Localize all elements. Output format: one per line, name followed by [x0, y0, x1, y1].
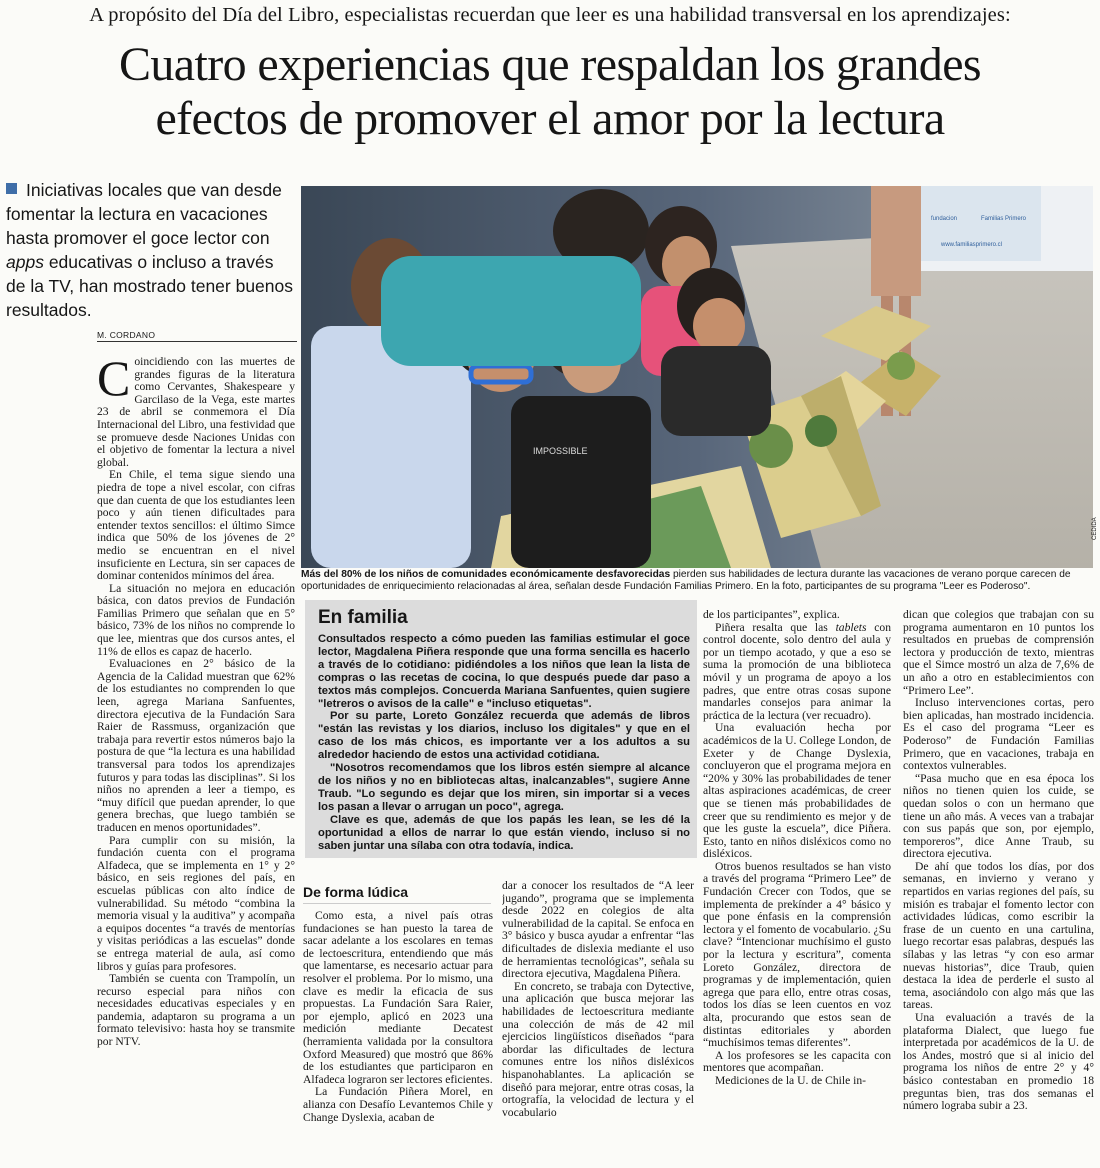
- col2-paragraph-1: Como esta, a nivel país otras fundaciones se han puesto la tarea de sacar adelante a los escolares en temas de lectoescritura, entendiendo que más que lamentarse, es necesario actuar para resolver el problema. Por lo mismo, una clave es medir la eficacia de sus propuestas. La Fundación Sara Raier, por ejemplo, aplicó en 2023 una medición mediante Decatest (herramienta validada por la consultora Oxford Measured) que mostró que 86% de los estudiantes que participaron en Alfadeca lograron ser lectores eficientes.: [303, 910, 493, 1086]
- caption-bold: Más del 80% de los niños de comunidades económicamente desfavorecidas: [301, 569, 671, 580]
- column-4: [703, 609, 891, 1166]
- column-2: [303, 910, 493, 1166]
- photo-banner-line-1: fundacion: [931, 216, 958, 222]
- sidebar-box-title: En familia: [318, 607, 408, 628]
- column-1: [97, 356, 295, 1166]
- col1-paragraph-3: La situación no mejora en educación básica, con datos previos de Fundación Familias Primero que señalan que en 5° básico, 73% de los niños no comprende lo que lee, mientras que dos cursos antes, el 11% de ellos es capaz de hacerlo.: [97, 581, 295, 658]
- col4-paragraph-5: Mediciones de la U. de Chile in-: [715, 1073, 867, 1087]
- photo-credit: CEDIDA: [1092, 517, 1098, 540]
- col4-tablets: tablets: [835, 620, 867, 634]
- photo-banner-line-3: www.familiasprimero.cl: [941, 242, 1003, 248]
- col1-paragraph-6: También se cuenta con Trampolín, un recurso especial para niños con necesidades educativas especiales y en pandemia, adaptaron su programa a un formato televisivo: hasta hoy se transmite por NTV.: [97, 972, 295, 1049]
- col3-paragraph-1: dar a conocer los resultados de “A leer jugando”, programa que se implementa desde 2022 en colegios de alta vulnerabilidad de la capital. Se enfoca en 3° básico y busca ayudar a enfrentar “las dificultades de dislexia mediante el uso de herramientas tecnológicas”, señala su directora ejecutiva, Magdalena Piñera.: [502, 880, 694, 981]
- col1-paragraph-1: oincidiendo con las muertes de grandes figuras de la literatura como Cervantes, Shakespeare y Garcilaso de la Vega, este martes 23 de abril se conmemora el Día Internacional del Libro, una festividad que se promueve desde Naciones Unidas con el objetivo de fomentar la lectura a nivel global.: [97, 356, 295, 469]
- headline: [0, 38, 1100, 146]
- lead-summary: [6, 178, 294, 322]
- photo-caption: [301, 569, 1095, 594]
- col4-paragraph-3: Otros buenos resultados se han visto a través del programa “Primero Lee” de Fundación Crecer con Todos, que se implementa de prekínder a 4° básico y que pone énfasis en la comprensión lectora y el fomento de vocabulario. ¿Su clave? “Intencionar muchísimo el gusto por la lectura y escritura”, comenta Loreto González, directora de programas y de implementación, quien agrega que para ello, entre otras cosas, todos los días se leen cuentos en voz alta, procurando que estos sean de distintas editoriales y aborden “muchísimos temas diferentes”.: [703, 859, 891, 1050]
- byline: M. CORDANO: [97, 330, 297, 342]
- headline-line-1: Cuatro experiencias que respaldan los grandes: [118, 38, 981, 91]
- col5-paragraph-3: “Pasa mucho que en esa época los niños no tienen quien los cuide, se quedan solos o con un hermano que tiene un año más. A veces van a trabajar con sus papás que son, por ejemplo, temporeros”, dice Anne Traub, su directora ejecutiva.: [903, 771, 1094, 861]
- lead-text-2: educativas o incluso a través de la TV, han mostrado tener buenos resultados.: [6, 252, 294, 320]
- subhead: De forma lúdica: [303, 884, 491, 904]
- box-paragraph-2: Por su parte, Loreto González recuerda que además de libros "están las revistas y los diarios, incluso los digitales" y que en el caso de los más chicos, es importante ver a los adultos a su alrededor haciendo de estos una actividad cotidiana.: [318, 710, 690, 762]
- article-photo: [301, 186, 1093, 568]
- col5-paragraph-5: Una evaluación a través de la plataforma Dialect, que luego fue interpretada por académicos de la U. de los Andes, mostró que si al inicio del programa los niños de entre 2° y 4° básico contestaban en promedio 18 preguntas bien, tras dos semanas el número lograba subir a 23.: [903, 1011, 1094, 1113]
- col4-paragraph-2: Una evaluación hecha por académicos de la U. College London, de Exeter y de Change Dyslexia, concluyeron que el programa mejora en “20% y 30% las probabilidades de tener altas aspiraciones académicas, de creer que se tienen más probabilidades de creer que su rendimiento es mejor y de que les guste la escuela”, dice Piñera. Esto, tanto en niños disléxicos como no disléxicos.: [703, 721, 891, 861]
- col2-paragraph-2: La Fundación Piñera Morel, en alianza con Desafío Levantemos Chile y Change Dyslexia, acaban de: [303, 1085, 493, 1124]
- drop-cap: C: [97, 356, 131, 406]
- col1-paragraph-2: En Chile, el tema sigue siendo una piedra de tope a nivel escolar, con cifras que dan cuenta de que los estudiantes leen poco y aún tienen dificultades para entender textos sencillos: el último Simce indica que 50% de los jóvenes de 2° medio se encuentran en el nivel insuficiente en Lectura, sin ser capaces de dominar contenidos mínimos del área.: [97, 468, 295, 583]
- col1-paragraph-5: Para cumplir con su misión, la fundación cuenta con el programa Alfadeca, que se implementa en 1° y 2° básico, en seis regiones del país, en escuelas públicas con alto índice de vulnerabilidad. Su método “combina la memoria visual y la auditiva” y acompaña a equipos docentes “a través de mentorías y visitas periódicas a las escuelas” donde se entrega material de aula, así como libros y guías para profesores.: [97, 833, 295, 973]
- box-paragraph-3: "Nosotros recomendamos que los libros estén siempre al alcance de los niños y no en bibliotecas altas, inalcanzables", sugiere Anne Traub. "Lo segundo es dejar que los miren, sin importar si a veces los pasan a llevar o arrugan un poco", agrega.: [318, 762, 690, 813]
- col4-paragraph-1b: con control docente, solo dentro del aula y por un tiempo acotado, y que a eso se suma la promoción de una biblioteca móvil y un programa de apoyo a los padres, que entre otras cosas supone mandarles consejos para animar la práctica de la lectura (ver recuadro).: [703, 620, 891, 722]
- col1-paragraph-4: Evaluaciones en 2° básico de la Agencia de la Calidad muestran que 62% de los estudiantes no comprenden lo que leen, agrega Mariana Sanfuentes, directora ejecutiva de la Fundación Sara Raier de Rassmuss, organización que trabaja para revertir estos números bajo la postura de que “la lectura es una habilidad transversal para todos los aprendizajes futuros y para todas las disciplinas”. Si los niños no aprenden a leer a tiempo, es “muy difícil que puedan aprender, lo que genera brechas, que luego también se traducen en menos oportunidades”.: [97, 657, 295, 834]
- column-3: [502, 880, 694, 1166]
- lead-apps: apps: [6, 252, 44, 272]
- col4-paragraph-1a: Piñera resalta que las: [715, 620, 836, 634]
- box-paragraph-4: Clave es que, además de que los papás les lean, se les dé la oportunidad a ellos de narrar lo que están viendo, incluso si no saben juntar una sílaba con otra todavía, indica.: [318, 813, 690, 852]
- headline-line-2: efectos de promover el amor por la lectura: [155, 92, 945, 145]
- sidebar-box-text: [318, 633, 690, 852]
- kicker: A propósito del Día del Libro, especialistas recuerdan que leer es una habilidad transversal en los aprendizajes:: [89, 4, 1011, 26]
- col5-paragraph-2: Incluso intervenciones cortas, pero bien aplicadas, han mostrado incidencia. Es el caso del programa “Leer es Poderoso” de Fundación Familias Primero, que en vacaciones, trabaja en contextos vulnerables.: [903, 696, 1094, 773]
- bullet-square-icon: [6, 183, 17, 194]
- col4-paragraph-1: [703, 622, 891, 723]
- photo-banner-line-2: Familias Primero: [981, 216, 1027, 222]
- lead-text-1: Iniciativas locales que van desde fomentar la lectura en vacaciones hasta promover el goce lector con: [6, 180, 282, 248]
- col5-paragraph-4: De ahí que todos los días, por dos semanas, en invierno y verano y repartidos en varias regiones del país, su misión es trabajar el fomento lector con actividades lúdicas, como escribir la frase de un cuento en una cartulina, luego recortar esas palabras, después las sílabas y las letras “y con eso armar nuevas historias”, dice Traub, quien destaca la idea de perderle el susto al tema, asociándolo con algo más que las tareas.: [903, 859, 1094, 1012]
- box-paragraph-1: Consultados respecto a cómo pueden las familias estimular el goce lector, Magdalena Piñera responde que una forma sencilla es hacerlo a través de lo cotidiano: pidiéndoles a los niños que lean la lista de compras o las recetas de cocina, lo que después puede dar paso a textos más complejos. Concuerda Mariana Sanfuentes, quien sugiere "letreros o avisos de la calle" e "incluso etiquetas".: [318, 633, 690, 710]
- column-5: [903, 609, 1094, 1166]
- col5-paragraph-1: dican que colegios que trabajan con su programa aumentaron en 10 puntos los resultados en pruebas de comprensión lectora y producción de texto, mientras que el Simce mostró un alza de 7,6% de un año a otro en establecimientos con “Primero Lee”.: [903, 609, 1094, 697]
- col4-paragraph-4: A los profesores se les capacita con mentores que acompañan.: [703, 1048, 891, 1075]
- caption-text: pierden sus habilidades de lectura durante las vacaciones de verano porque carecen de oportunidades de enriquecimiento relacionadas al área, señalan desde Fundación Familias Primero. En la foto, participantes de su programa "Leer es Poderoso".: [301, 569, 1071, 593]
- photo-shirt-text: IMPOSSIBLE: [533, 446, 588, 456]
- col4-paragraph-0: de los participantes”, explica.: [703, 609, 840, 621]
- col3-paragraph-2: En concreto, se trabaja con Dytective, una aplicación que busca mejorar las habilidades de lectoescritura mediante una colección de más de 42 mil ejercicios lingüísticos diseñados “para abordar las dificultades de lectura comunes entre los niños disléxicos hispanohablantes. La aplicación se diseñó para mejorar, entre otras cosas, la ortografía, la velocidad de lectura y el vocabulario: [502, 979, 694, 1119]
